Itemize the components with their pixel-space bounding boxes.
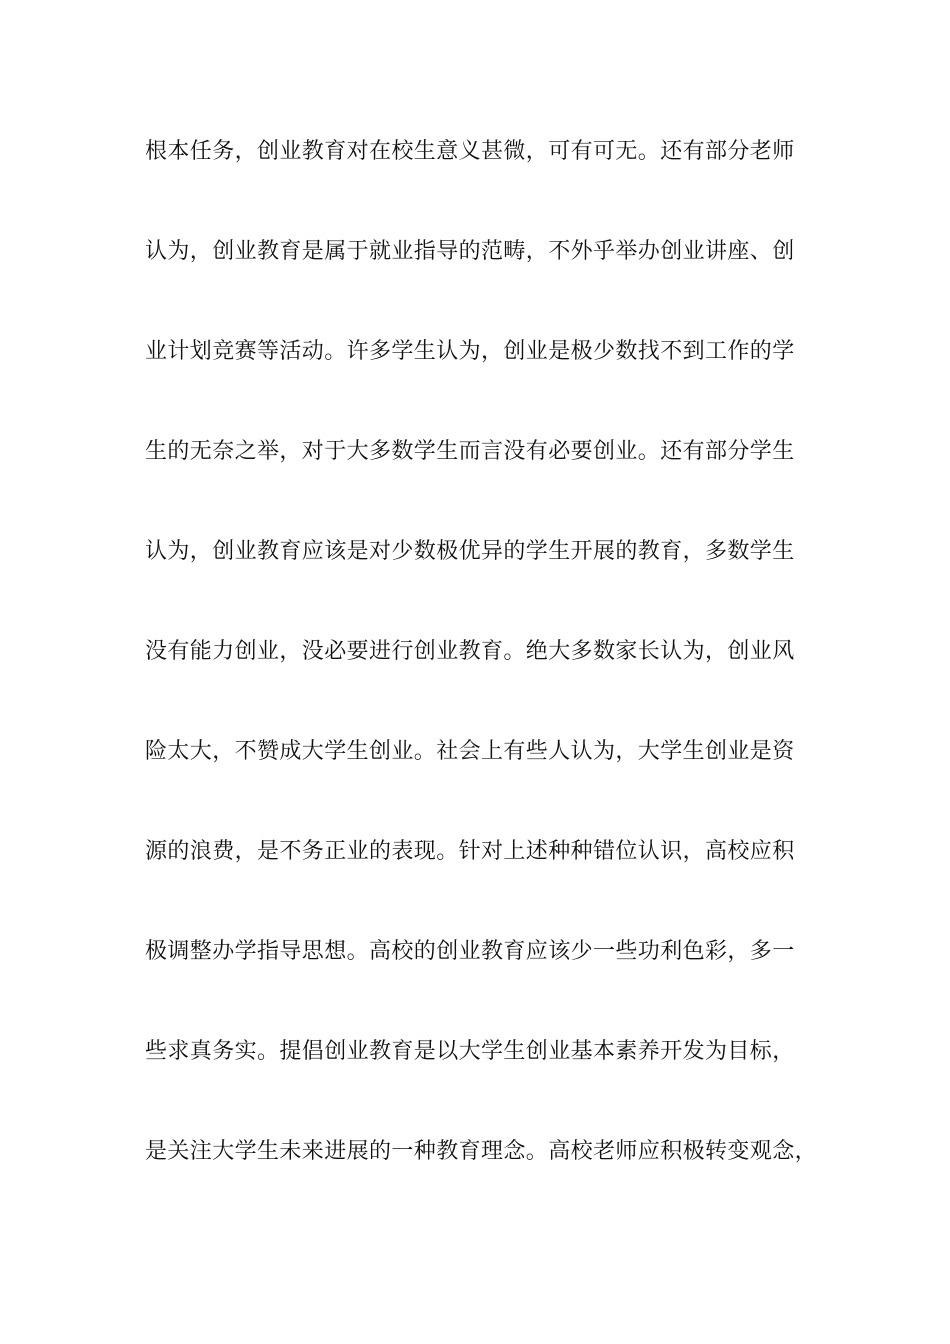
text-line: 业计划竞赛等活动。许多学生认为，创业是极少数找不到工作的学 bbox=[145, 339, 795, 364]
text-line: 生的无奈之举，对于大多数学生而言没有必要创业。还有部分学生 bbox=[145, 439, 795, 464]
text-line: 是关注大学生未来进展的一种教育理念。高校老师应积极转变观念， bbox=[145, 1139, 818, 1164]
text-line: 没有能力创业，没必要进行创业教育。绝大多数家长认为，创业风 bbox=[145, 639, 795, 664]
text-line: 认为，创业教育是属于就业指导的范畴，不外乎举办创业讲座、创 bbox=[145, 239, 795, 264]
text-line: 极调整办学指导思想。高校的创业教育应该少一些功利色彩，多一 bbox=[145, 939, 795, 964]
text-line: 源的浪费，是不务正业的表现。针对上述种种错位认识，高校应积 bbox=[145, 839, 795, 864]
text-line: 些求真务实。提倡创业教育是以大学生创业基本素养开发为目标， bbox=[145, 1039, 795, 1064]
text-line: 根本任务，创业教育对在校生意义甚微，可有可无。还有部分老师 bbox=[145, 139, 795, 164]
body-text bbox=[145, 128, 825, 1228]
text-line: 险太大，不赞成大学生创业。社会上有些人认为，大学生创业是资 bbox=[145, 739, 795, 764]
text-line: 认为，创业教育应该是对少数极优异的学生开展的教育，多数学生 bbox=[145, 539, 795, 564]
